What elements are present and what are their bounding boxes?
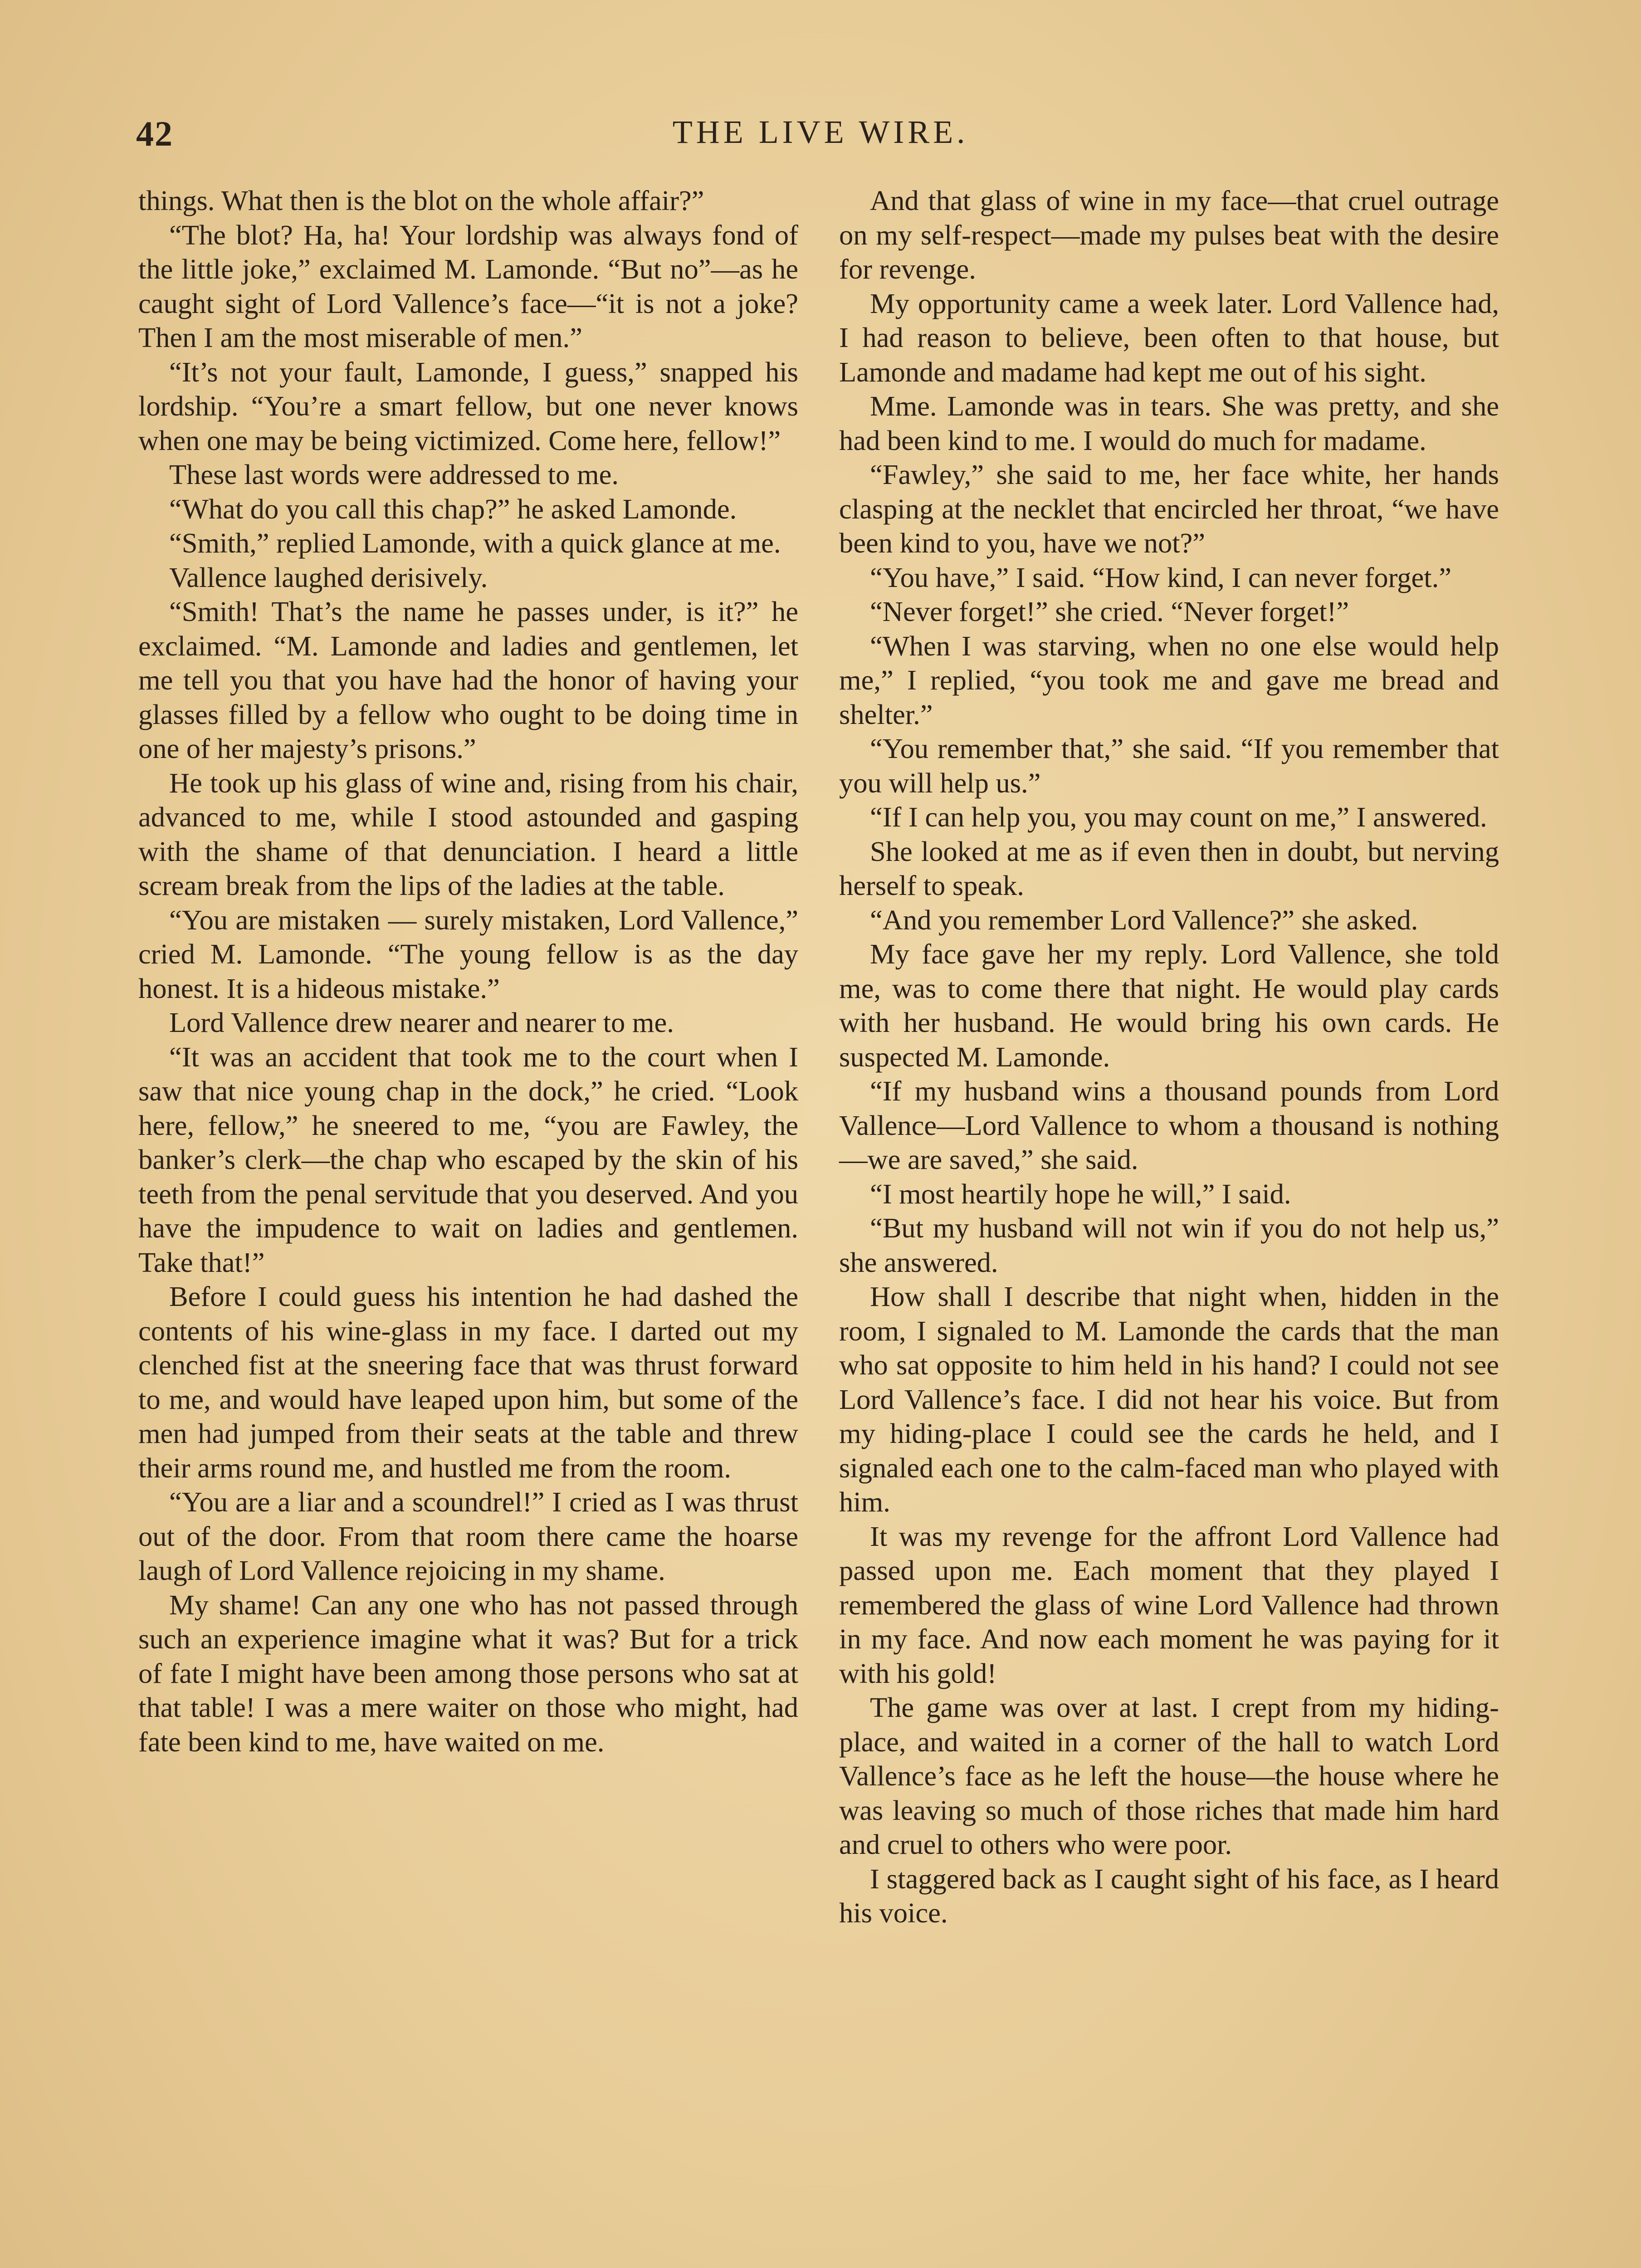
paragraph: “When I was starving, when no one else would help me,” I replied, “you took me and gave me bread and shelter.” [839,630,1499,730]
paragraph: “Fawley,” she said to me, her face white, her hands clasping at the necklet that encircled her throat, “we have been kind to you, have we not?” [839,459,1499,559]
paragraph: She looked at me as if even then in doubt, but nerving herself to speak. [839,835,1499,901]
paragraph: Before I could guess his intention he had dashed the contents of his wine-glass in my face. I darted out my clenched fist at the sneering face that was thrust forward to me, and would have leaped upon him, but some of the men had jumped from their seats at the table and threw their arms round me, and hustled me from the room. [138,1281,798,1484]
paragraph: “The blot? Ha, ha! Your lordship was always fond of the little joke,” exclaimed M. Lamonde. “But no”—as he caught sight of Lord Vallence’s face—“it is not a joke? Then I am the most miserable of men.” [138,219,798,353]
paragraph: How shall I describe that night when, hidden in the room, I signaled to M. Lamonde the cards that the man who sat opposite to him held in his hand? I could not see Lord Vallence’s face. I did not hear his voice. But from my hiding-place I could see the cards he held, and I signaled each one to the calm-faced man who played with him. [839,1281,1499,1518]
paragraph: I staggered back as I caught sight of his face, as I heard his voice. [839,1862,1499,1929]
left-text-column [138,184,798,1759]
paragraph: It was my revenge for the affront Lord Vallence had passed upon me. Each moment that they played I remembered the glass of wine Lord Vallence had thrown in my face. And now each moment he was paying for it with his gold! [839,1520,1499,1689]
paragraph: My shame! Can any one who has not passed through such an experience imagine what it was? But for a trick of fate I might have been among those persons who sat at that table! I was a mere waiter on those who might, had fate been kind to me, have waited on me. [138,1589,798,1758]
paragraph: “I most heartily hope he will,” I said. [870,1178,1291,1210]
paragraph: “You are a liar and a scoundrel!” I cried as I was thrust out of the door. From that room there came the hoarse laugh of Lord Vallence rejoicing in my shame. [138,1486,798,1586]
paragraph: “You are mistaken — surely mistaken, Lord Vallence,” cried M. Lamonde. “The young fellow is as the day honest. It is a hideous mistake.” [138,904,798,1004]
paragraph: Vallence laughed derisively. [169,561,488,593]
paragraph: My face gave her my reply. Lord Vallence, she told me, was to come there that night. He would play cards with her husband. He would bring his own cards. He suspected M. Lamonde. [839,938,1499,1073]
paragraph: “You remember that,” she said. “If you remember that you will help us.” [839,733,1499,799]
paragraph: “If my husband wins a thousand pounds from Lord Vallence—Lord Vallence to whom a thousand is nothing—we are saved,” she said. [839,1075,1499,1175]
paragraph: He took up his glass of wine and, rising from his chair, advanced to me, while I stood astounded and gasping with the shame of that denunciation. I heard a little scream break from the lips of the ladies at the table. [138,767,798,901]
paragraph: “It’s not your fault, Lamonde, I guess,” snapped his lordship. “You’re a smart fellow, but one never knows when one may be being victimized. Come here, fellow!” [138,356,798,456]
paragraph: These last words were addressed to me. [169,459,619,490]
paragraph: Lord Vallence drew nearer and nearer to me. [169,1007,674,1038]
paragraph: “Never forget!” she cried. “Never forget!” [870,596,1349,627]
paragraph: “Smith,” replied Lamonde, with a quick glance at me. [169,527,781,559]
right-text-column [839,184,1499,1931]
paragraph: “And you remember Lord Vallence?” she asked. [870,904,1418,936]
paragraph: “You have,” I said. “How kind, I can never forget.” [870,561,1452,593]
paragraph: The game was over at last. I crept from my hiding-place, and waited in a corner of the hall to watch Lord Vallence’s face as he left the house—the house where he was leaving so much of those riches that made him hard and cruel to others who were poor. [839,1691,1499,1860]
paragraph: “It was an accident that took me to the court when I saw that nice young chap in the dock,” he cried. “Look here, fellow,” he sneered to me, “you are Fawley, the banker’s clerk—the chap who escaped by the skin of his teeth from the penal servitude that you deserved. And you have the impudence to wait on ladies and gentlemen. Take that!” [138,1041,798,1278]
running-title: THE LIVE WIRE. [672,114,969,150]
paragraph: “What do you call this chap?” he asked Lamonde. [169,493,737,525]
paragraph: “But my husband will not win if you do not help us,” she answered. [839,1212,1499,1278]
page-number: 42 [136,114,173,153]
paragraph: My opportunity came a week later. Lord Vallence had, I had reason to believe, been often to that house, but Lamonde and madame had kept me out of his sight. [839,287,1499,388]
paragraph: “If I can help you, you may count on me,” I answered. [870,801,1487,833]
paragraph: “Smith! That’s the name he passes under, is it?” he exclaimed. “M. Lamonde and ladies and gentlemen, let me tell you that you have had the honor of having your glasses filled by a fellow who ought to be doing time in one of her majesty’s prisons.” [138,596,798,764]
paragraph: things. What then is the blot on the whole affair?” [138,185,704,216]
paragraph: Mme. Lamonde was in tears. She was pretty, and she had been kind to me. I would do much for madame. [839,390,1499,456]
page-header [0,113,1641,163]
paragraph: And that glass of wine in my face—that cruel outrage on my self-respect—made my pulses beat with the desire for revenge. [839,185,1499,285]
